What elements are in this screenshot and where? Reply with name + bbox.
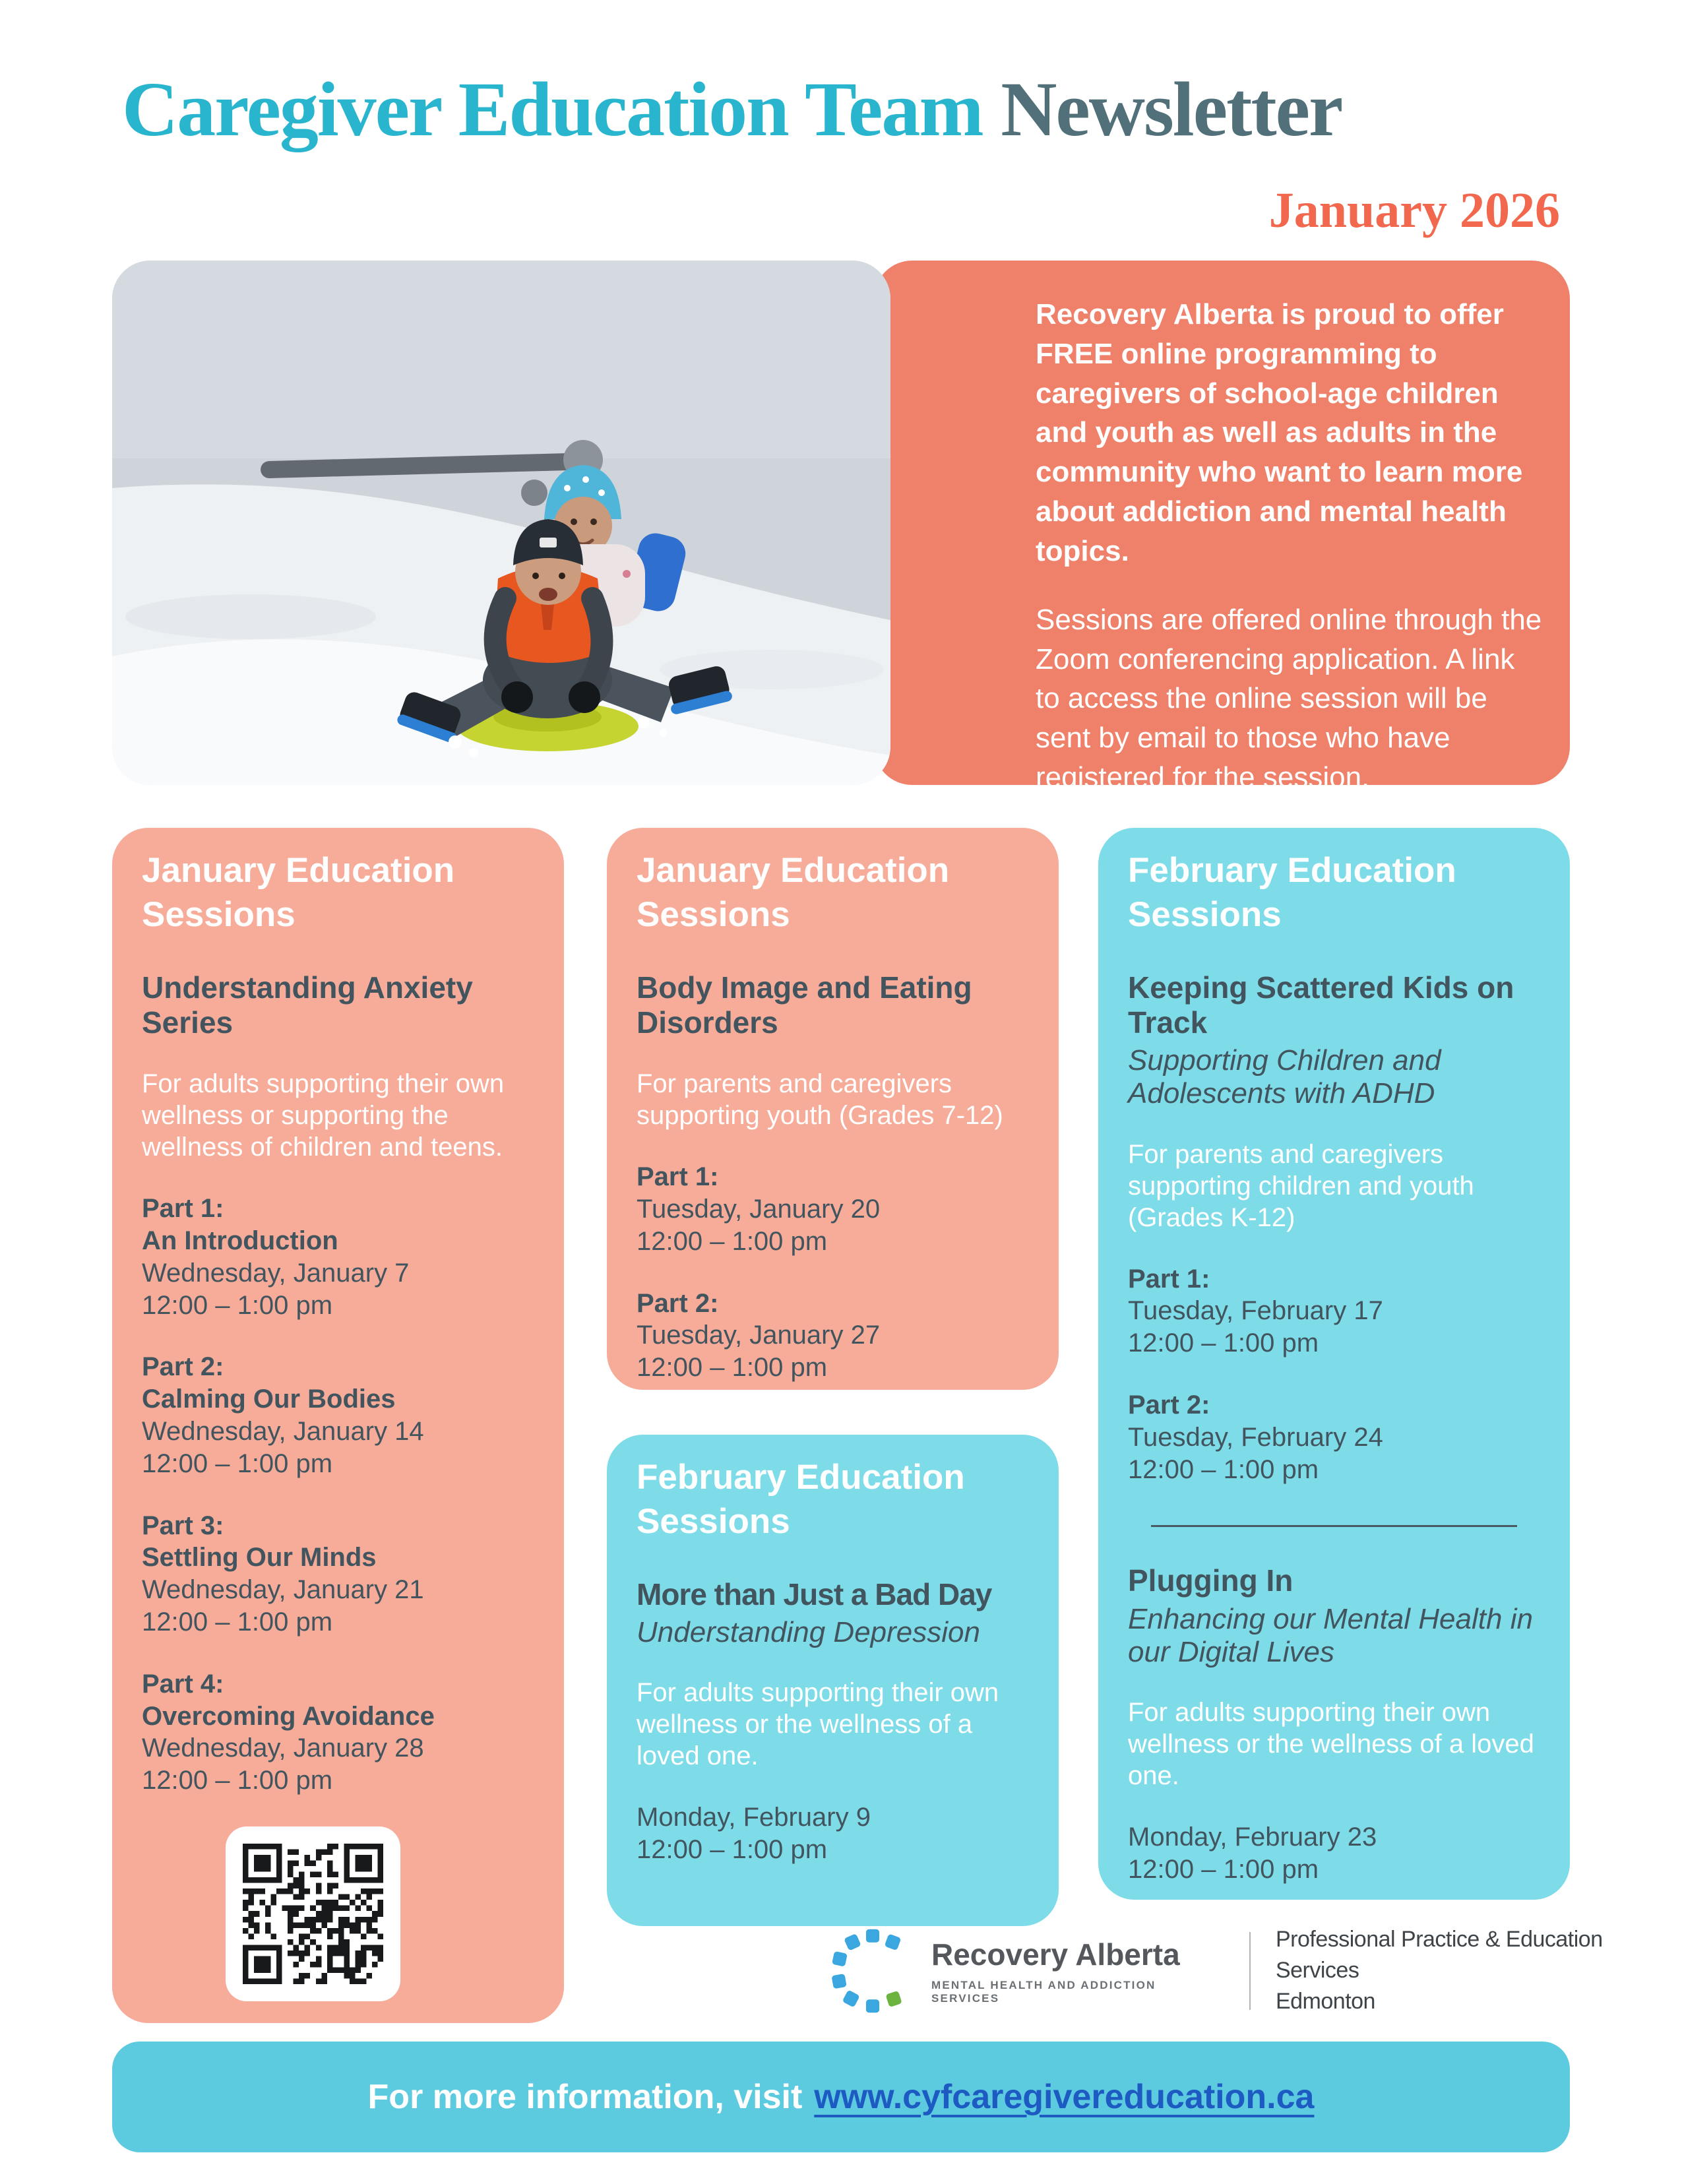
session-time: 12:00 – 1:00 pm bbox=[637, 1353, 828, 1383]
session-label: Part 2: bbox=[1128, 1390, 1210, 1420]
brand-text bbox=[931, 1937, 1222, 2005]
session-part-1 bbox=[637, 1161, 1029, 1257]
session-label: Part 2: bbox=[142, 1352, 224, 1382]
session-name: Overcoming Avoidance bbox=[142, 1701, 435, 1731]
brand-tagline: MENTAL HEALTH AND ADDICTION SERVICES bbox=[931, 1978, 1156, 2005]
session-label: Part 4: bbox=[142, 1669, 224, 1699]
audience-text: For parents and caregivers supporting youth (Grades 7-12) bbox=[637, 1069, 1003, 1131]
session-single bbox=[1128, 1821, 1540, 1886]
issue-date: January 2026 bbox=[1268, 183, 1560, 238]
intro-paragraph: Sessions are offered online through the Zoom conferencing application. A link to access the online session will be sent by email to those who have registered for the session. bbox=[1036, 603, 1542, 794]
session-time: 12:00 – 1:00 pm bbox=[142, 1449, 333, 1478]
session-time: 12:00 – 1:00 pm bbox=[1128, 1454, 1319, 1484]
session-time: 12:00 – 1:00 pm bbox=[142, 1766, 333, 1795]
session-series-title: Understanding Anxiety Series bbox=[142, 970, 473, 1040]
card-february-sessions bbox=[1098, 828, 1570, 1900]
session-date: Tuesday, February 17 bbox=[1128, 1296, 1383, 1326]
session-part-2 bbox=[142, 1351, 534, 1480]
session-date: Tuesday, January 27 bbox=[637, 1321, 881, 1350]
footer-link[interactable]: www.cyfcaregivereducation.ca bbox=[814, 2078, 1315, 2116]
session-time: 12:00 – 1:00 pm bbox=[1128, 1328, 1319, 1358]
session-date: Tuesday, February 24 bbox=[1128, 1422, 1383, 1452]
brand-name: Recovery Alberta bbox=[931, 1937, 1180, 1972]
session-date: Tuesday, January 20 bbox=[637, 1195, 881, 1224]
session-date: Monday, February 9 bbox=[637, 1803, 871, 1832]
session-label: Part 1: bbox=[1128, 1264, 1210, 1294]
winter-sledding-photo-illustration bbox=[112, 261, 890, 785]
section-divider bbox=[1151, 1525, 1517, 1527]
session-date: Wednesday, January 14 bbox=[142, 1417, 424, 1447]
session-name: Calming Our Bodies bbox=[142, 1385, 396, 1414]
credits-line1: Professional Practice & Education Services bbox=[1275, 1927, 1603, 1983]
session-series-title: Keeping Scattered Kids on Track bbox=[1128, 970, 1514, 1040]
session-part-3 bbox=[142, 1510, 534, 1638]
audience-text: For adults supporting their own wellness or supporting the wellness of children and teens. bbox=[142, 1069, 505, 1162]
vertical-divider bbox=[1249, 1932, 1251, 2010]
session-label: Part 1: bbox=[637, 1162, 719, 1192]
session-label: Part 2: bbox=[637, 1288, 719, 1318]
hero-photo bbox=[112, 261, 890, 785]
qr-code bbox=[226, 1826, 400, 2001]
session-time: 12:00 – 1:00 pm bbox=[637, 1226, 828, 1256]
session-part-1 bbox=[142, 1193, 534, 1321]
credits bbox=[1276, 1924, 1682, 2017]
footer-bar bbox=[112, 2042, 1570, 2152]
card-heading: February Education Sessions bbox=[1128, 851, 1456, 934]
session-single bbox=[637, 1801, 1029, 1866]
session-time: 12:00 – 1:00 pm bbox=[1128, 1854, 1319, 1884]
recovery-alberta-logo-icon bbox=[826, 1924, 919, 2018]
session-series-title: Body Image and Eating Disorders bbox=[637, 970, 972, 1040]
audience-text: For adults supporting their own wellness or the wellness of a loved one. bbox=[1128, 1698, 1534, 1791]
session-date: Wednesday, January 21 bbox=[142, 1575, 424, 1605]
session-label: Part 1: bbox=[142, 1194, 224, 1224]
page-title-main: Caregiver Education Team bbox=[122, 66, 983, 152]
session-part-1 bbox=[1128, 1263, 1540, 1359]
card-heading: February Education Sessions bbox=[637, 1458, 965, 1541]
card-february-bad-day bbox=[607, 1435, 1059, 1926]
intro-box bbox=[874, 261, 1570, 794]
session-name: Settling Our Minds bbox=[142, 1543, 377, 1573]
session-label: Part 3: bbox=[142, 1511, 224, 1540]
logo-block bbox=[826, 1913, 1682, 2028]
session-series-subtitle: Understanding Depression bbox=[637, 1615, 980, 1648]
card-january-body-image bbox=[607, 828, 1059, 1390]
session-series-title: More than Just a Bad Day bbox=[637, 1576, 992, 1611]
session-series-subtitle: Enhancing our Mental Health in our Digital Lives bbox=[1128, 1602, 1533, 1668]
footer-text: For more information, visit bbox=[367, 2078, 803, 2116]
session-time: 12:00 – 1:00 pm bbox=[142, 1607, 333, 1637]
card-heading: January Education Sessions bbox=[637, 851, 950, 934]
session-part-2 bbox=[637, 1288, 1029, 1384]
audience-text: For adults supporting their own wellness or the wellness of a loved one. bbox=[637, 1678, 999, 1771]
page-title-accent: Newsletter bbox=[1001, 66, 1342, 152]
session-time: 12:00 – 1:00 pm bbox=[637, 1834, 828, 1864]
session-name: An Introduction bbox=[142, 1226, 338, 1256]
audience-text: For parents and caregivers supporting children and youth (Grades K-12) bbox=[1128, 1139, 1474, 1232]
hero-section bbox=[112, 261, 1570, 794]
credits-line2: Edmonton bbox=[1275, 1988, 1375, 2014]
intro-paragraph-bold: Recovery Alberta is proud to offer FREE online programming to caregivers of school-age children and youth as well as adults in the community who want to learn more about addiction and mental health topics. bbox=[1036, 298, 1523, 567]
session-date: Wednesday, January 7 bbox=[142, 1258, 410, 1288]
session-part-4 bbox=[142, 1668, 534, 1797]
session-date: Wednesday, January 28 bbox=[142, 1733, 424, 1763]
card-january-anxiety bbox=[112, 828, 564, 2023]
session-part-2 bbox=[1128, 1389, 1540, 1485]
session-series-subtitle: Supporting Children and Adolescents with ADHD bbox=[1128, 1044, 1441, 1110]
session-date: Monday, February 23 bbox=[1128, 1823, 1377, 1852]
card-heading: January Education Sessions bbox=[142, 851, 455, 934]
session-series-title: Plugging In bbox=[1128, 1563, 1293, 1598]
page-title bbox=[122, 65, 1573, 154]
session-time: 12:00 – 1:00 pm bbox=[142, 1290, 333, 1320]
